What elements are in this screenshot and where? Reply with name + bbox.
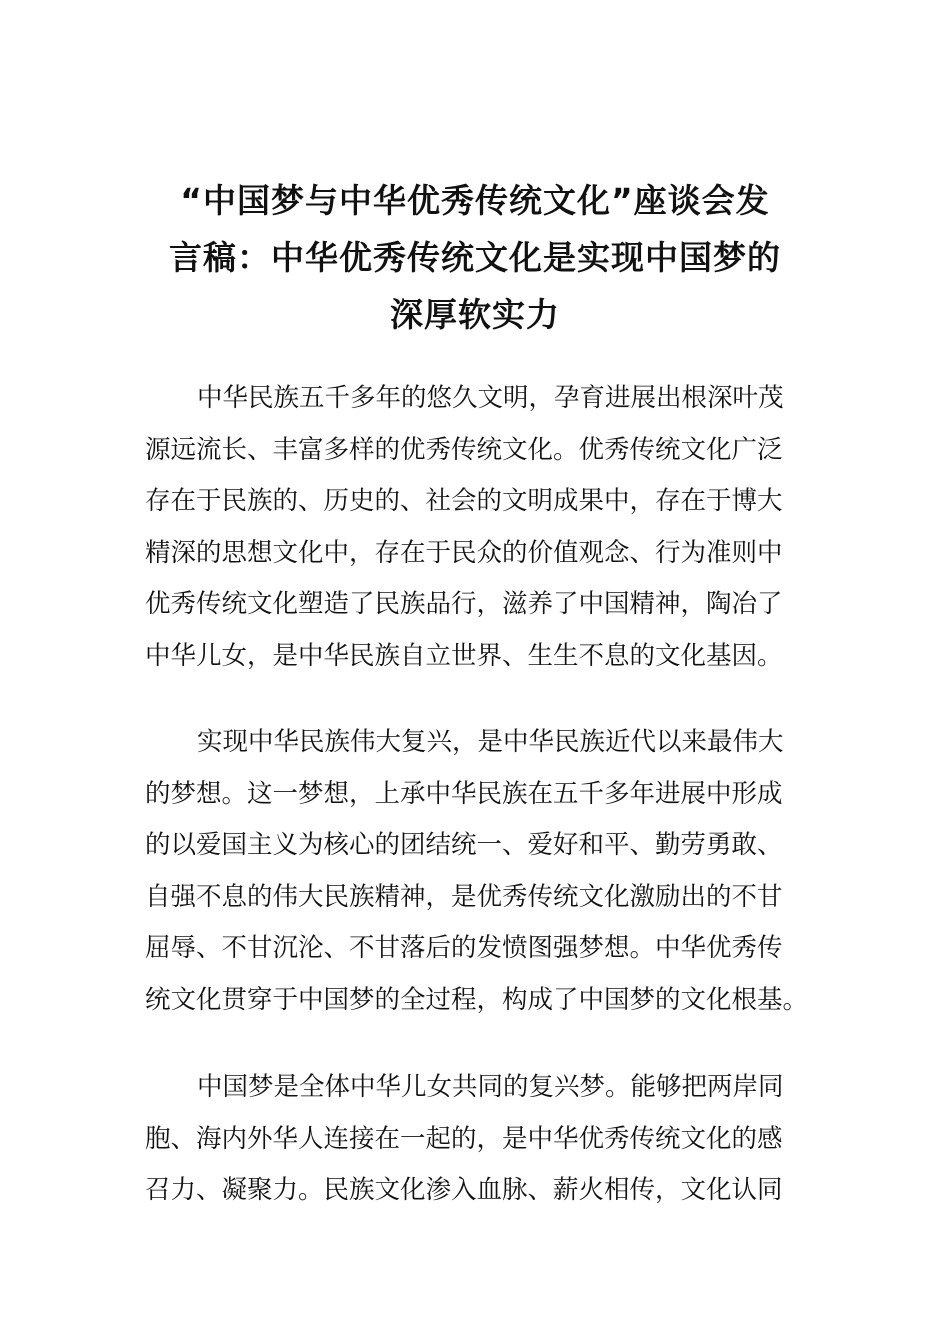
- title-line: 言稿：中华优秀传统文化是实现中国梦的: [169, 238, 781, 277]
- paragraph-line: 胞、海内外华人连接在一起的，是中华优秀传统文化的感: [145, 1123, 783, 1154]
- paragraph-line: 存在于民族的、历史的、社会的文明成果中，存在于博大: [145, 486, 783, 516]
- paragraph-2: [145, 717, 810, 1026]
- document-title: [140, 172, 810, 343]
- paragraph-line: 源远流长、丰富多样的优秀传统文化。优秀传统文化广泛: [145, 434, 783, 465]
- paragraph-line: 自强不息的伟大民族精神，是优秀传统文化激励出的不甘: [145, 881, 783, 912]
- paragraph-line: 中国梦是全体中华儿女共同的复兴梦。能够把两岸同: [197, 1072, 784, 1102]
- paragraph-line: 优秀传统文化塑造了民族品行，滋养了中国精神，陶冶了: [145, 589, 783, 619]
- title-line: “中国梦与中华优秀传统文化”座谈会发: [180, 181, 770, 220]
- paragraph-1: [145, 373, 810, 682]
- title-line: 深厚软实力: [390, 295, 560, 334]
- paragraph-line: 召力、凝聚力。民族文化渗入血脉、薪火相传，文化认同: [145, 1175, 783, 1205]
- paragraph-line: 统文化贯穿于中国梦的全过程，构成了中国梦的文化根基。: [145, 984, 809, 1015]
- paragraph-line: 实现中华民族伟大复兴，是中华民族近代以来最伟大: [197, 727, 784, 757]
- paragraph-line: 中华民族五千多年的悠久文明，孕育进展出根深叶茂: [197, 383, 784, 413]
- paragraph-line: 中华儿女，是中华民族自立世界、生生不息的文化基因。: [145, 640, 783, 671]
- paragraph-line: 精深的思想文化中，存在于民众的价值观念、行为准则中: [145, 537, 783, 568]
- paragraph-3: [145, 1062, 810, 1217]
- paragraph-line: 屈辱、不甘沉沦、不甘落后的发愤图强梦想。中华优秀传: [145, 933, 783, 963]
- paragraph-line: 的梦想。这一梦想，上承中华民族在五千多年进展中形成: [145, 778, 783, 809]
- paragraph-line: 的以爱国主义为核心的团结统一、爱好和平、勤劳勇敢、: [145, 830, 783, 860]
